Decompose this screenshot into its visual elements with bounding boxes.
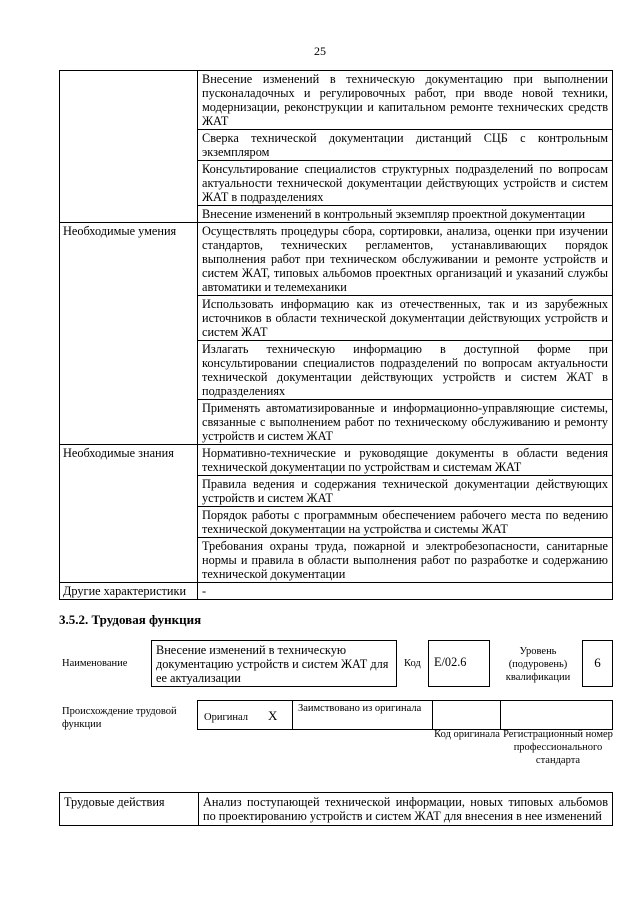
origin-box [197, 700, 613, 730]
section-title: 3.5.2. Трудовая функция [59, 612, 202, 627]
table-cell: Анализ поступающей технической информации, новых типовых альбомов по проектированию устройств и систем ЖАТ для внесения в нее изменений [199, 793, 613, 826]
divider [432, 701, 433, 729]
divider [500, 701, 501, 729]
name-label: Наименование [62, 658, 128, 669]
table-cell: Использовать информацию как из отечественных, так и из зарубежных источников в области технической документации действующих устройств и систем ЖАТ [198, 296, 613, 341]
function-name: Внесение изменений в техническую документацию устройств и систем ЖАТ для ее актуализации [156, 643, 389, 685]
table-cell: Требования охраны труда, пожарной и электробезопасности, санитарные нормы и правила в области выполнения работ по разработке и содержанию технической документации [198, 538, 613, 583]
table-cell: Внесение изменений в контрольный экземпляр проектной документации [198, 206, 613, 223]
original-mark: X [268, 708, 278, 723]
row-label-skills: Необходимые умения [60, 223, 198, 445]
function-name-box [151, 640, 397, 687]
original-label: Оригинал [204, 712, 248, 723]
divider [292, 701, 293, 729]
code-original-caption: Код оригинала [434, 729, 500, 740]
table-cell: Нормативно-технические и руководящие документы в области ведения технической документации по устройствам и системам ЖАТ [198, 445, 613, 476]
table-row [60, 223, 613, 296]
labor-actions-label: Трудовые действия [60, 793, 199, 826]
table-cell: Внесение изменений в техническую документацию при выполнении пусконаладочных и регулировочных работ, при вводе новой техники, модернизации, реконструкции и капитальном ремонте технических средств ЖАТ [198, 71, 613, 130]
origin-label: Происхождение трудовой функции [62, 706, 177, 730]
table-cell: Излагать техническую информацию в доступной форме при консультировании специалистов подразделений по вопросам актуальности технической документации действующих устройств и систем ЖАТ в подразделениях [198, 341, 613, 400]
row-label-knowledge: Необходимые знания [60, 445, 198, 583]
page-number: 25 [314, 44, 326, 58]
table-cell: Правила ведения и содержания технической документации действующих устройств и систем ЖАТ [198, 476, 613, 507]
row-label [60, 71, 198, 223]
level-value: 6 [594, 655, 601, 670]
table-row [60, 445, 613, 476]
labor-actions-table [59, 792, 613, 826]
level-box [582, 640, 613, 687]
table-row [60, 793, 613, 826]
reg-number-caption: Регистрационный номер профессионального стандарта [503, 729, 613, 766]
code-label: Код [404, 658, 421, 669]
code-box [428, 640, 490, 687]
code-value: E/02.6 [434, 655, 467, 669]
table-cell: Консультирование специалистов структурных подразделений по вопросам актуальности технической документации действующих устройств и систем ЖАТ в подразделениях [198, 161, 613, 206]
table-cell: - [198, 583, 613, 600]
row-label-other: Другие характеристики [60, 583, 198, 600]
table-row [60, 583, 613, 600]
table-cell: Применять автоматизированные и информационно-управляющие системы, связанные с выполнением работ по техническому обслуживанию и ремонту устройств и систем ЖАТ [198, 400, 613, 445]
borrowed-label: Заимствовано из оригинала [298, 703, 422, 714]
table-cell: Осуществлять процедуры сбора, сортировки, анализа, оценки при изучении стандартов, технических регламентов, устанавливающих порядок выполнения работ при техническом обслуживании и ремонте устройств и систем ЖАТ, типовых альбомов проектных организаций и указаний службы автоматики и телемеханики [198, 223, 613, 296]
level-label: Уровень (подуровень) квалификации [505, 646, 571, 683]
table-row [60, 71, 613, 130]
table-cell: Сверка технической документации дистанций СЦБ с контрольным экземпляром [198, 130, 613, 161]
table-cell: Порядок работы с программным обеспечением рабочего места по ведению технической документации на устройства и системы ЖАТ [198, 507, 613, 538]
competency-table [59, 70, 613, 600]
